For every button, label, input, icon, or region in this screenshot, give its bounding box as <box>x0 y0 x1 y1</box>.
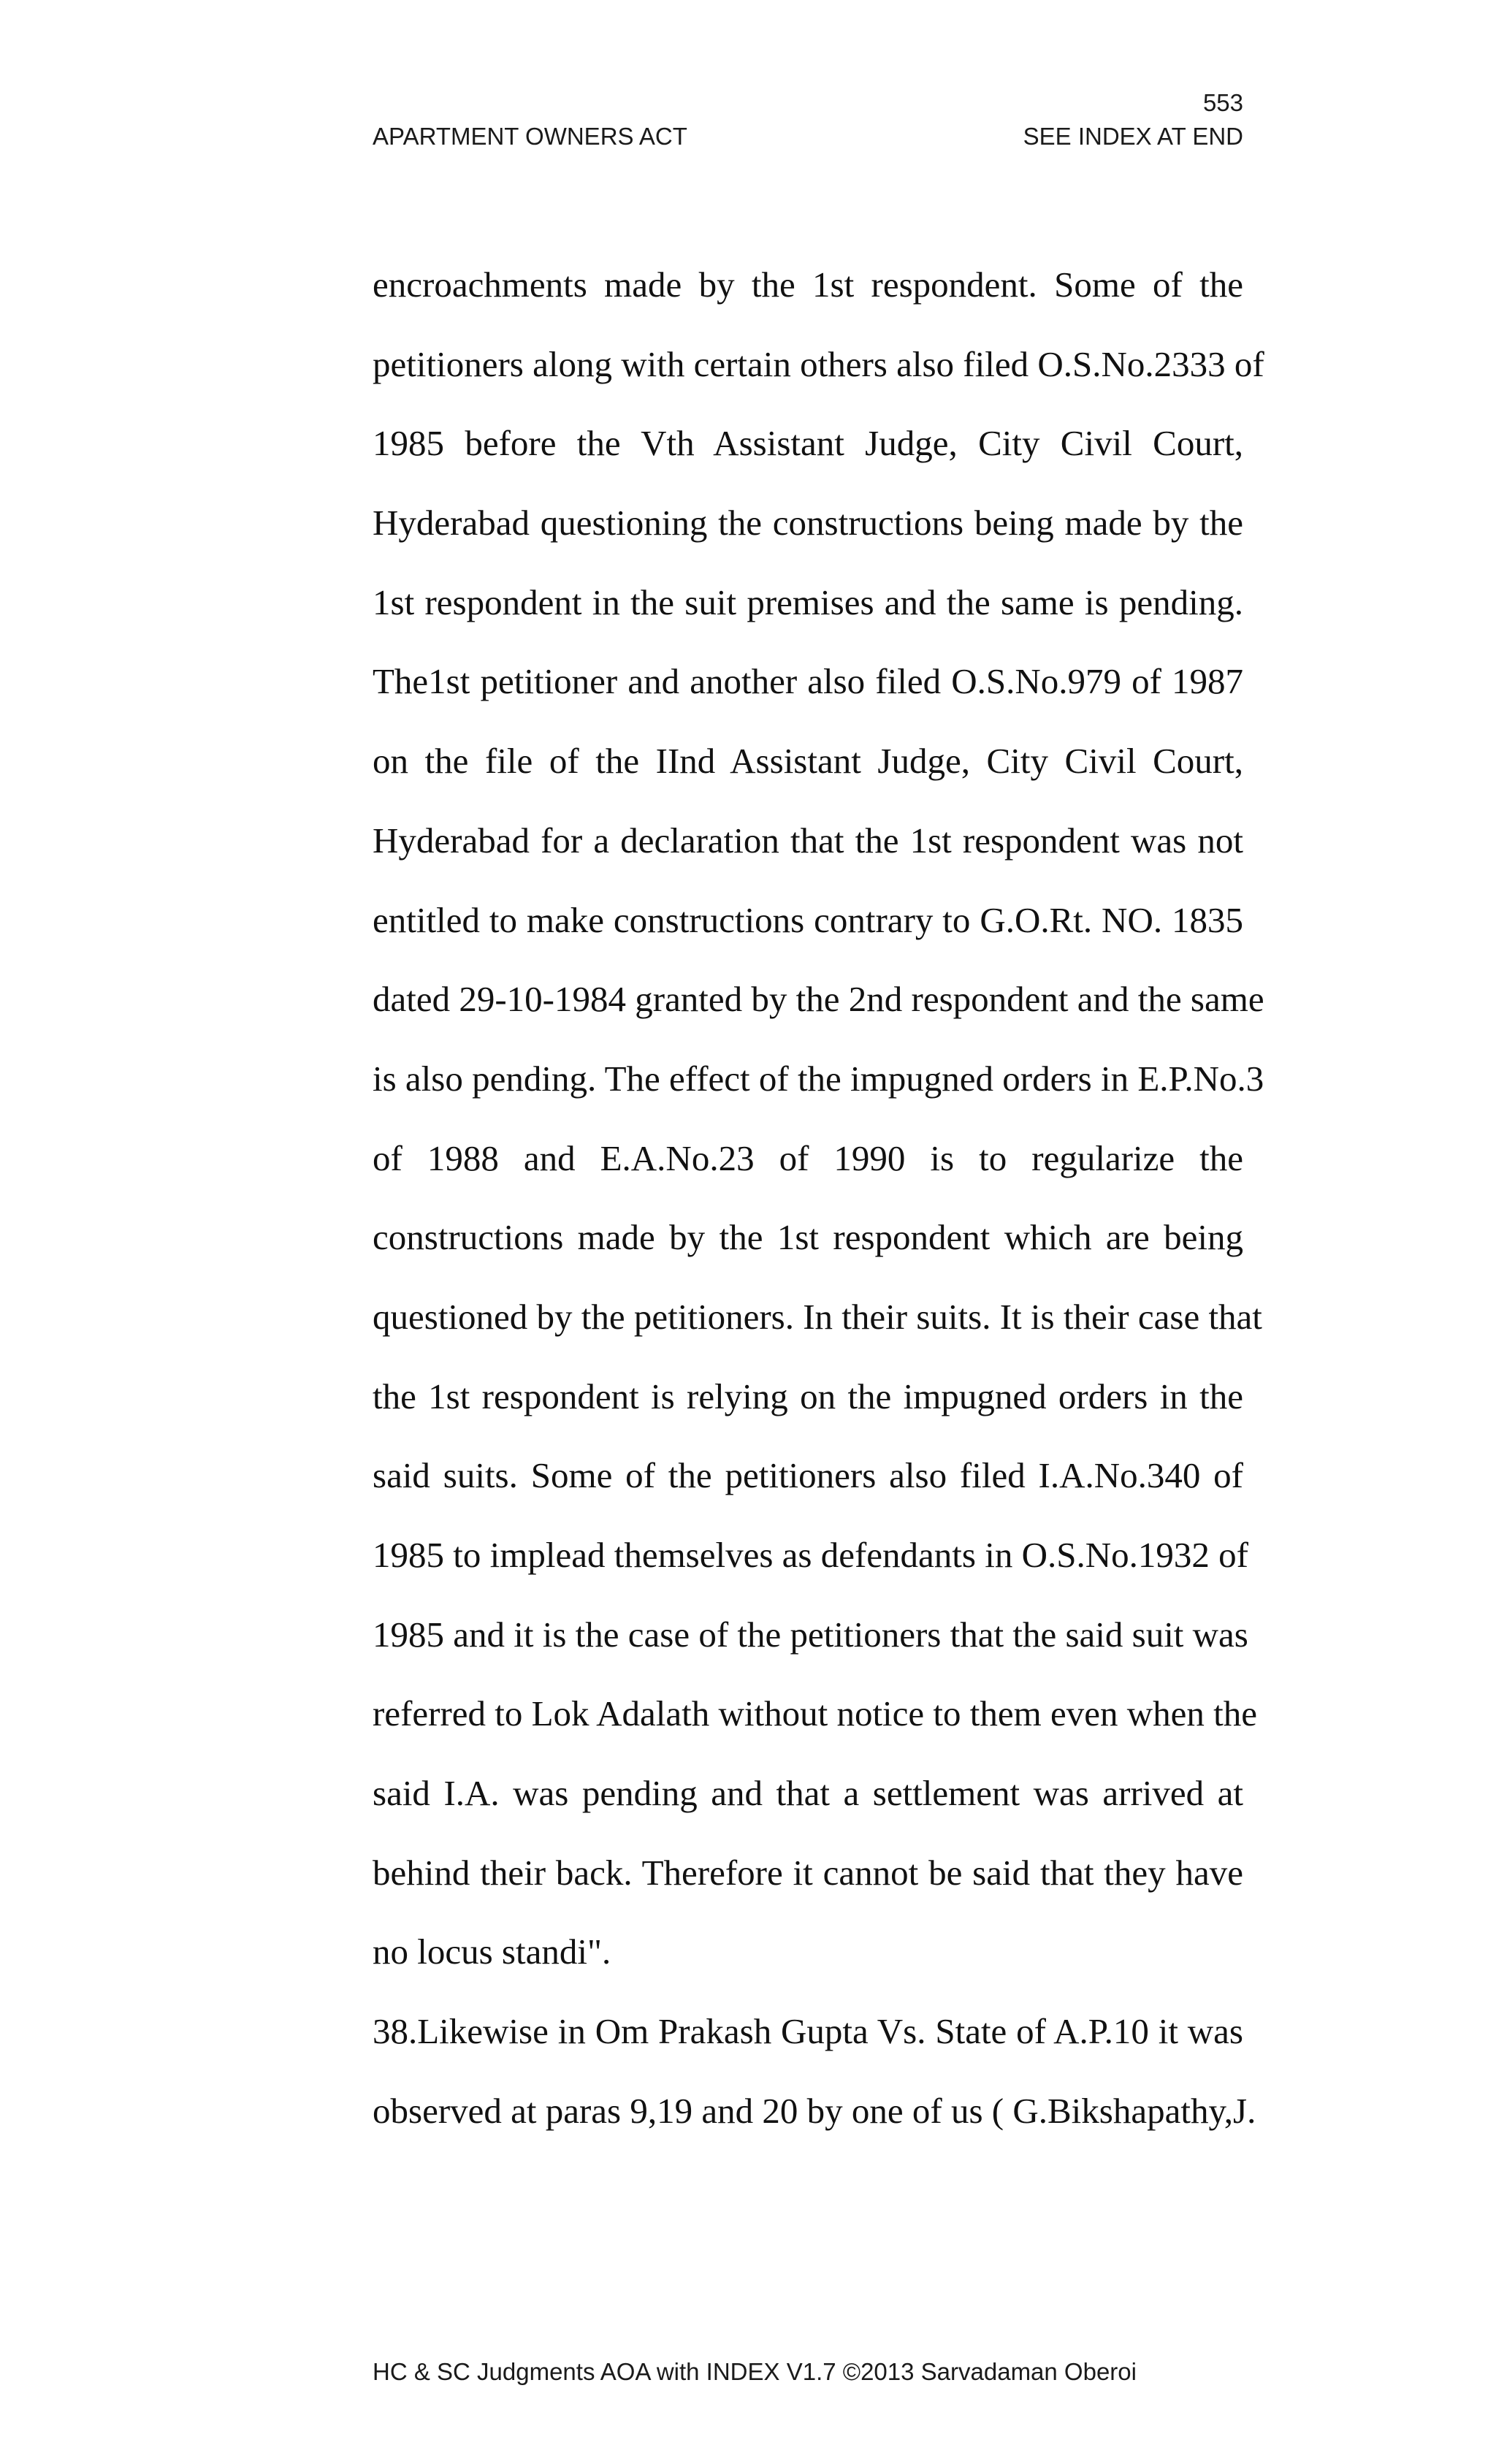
text-line: behind their back. Therefore it cannot be said that they have <box>373 1852 1243 1893</box>
text-line: 1st respondent in the suit premises and the same is pending. <box>373 581 1243 622</box>
text-line: petitioners along with certain others also filed O.S.No.2333 of <box>373 343 1264 384</box>
text-line: of 1988 and E.A.No.23 of 1990 is to regularize the <box>373 1137 1243 1178</box>
text-line: observed at paras 9,19 and 20 by one of us ( G.Bikshapathy,J. <box>373 2090 1256 2131</box>
text-line: said I.A. was pending and that a settlement was arrived at <box>373 1773 1243 1814</box>
text-line: entitled to make constructions contrary to G.O.Rt. NO. 1835 <box>373 899 1243 940</box>
text-line: on the file of the IInd Assistant Judge, City Civil Court, <box>373 741 1243 782</box>
text-line: no locus standi". <box>373 1931 611 1972</box>
text-line: is also pending. The effect of the impugned orders in E.P.No.3 <box>373 1058 1264 1099</box>
text-line: 1985 and it is the case of the petitioners that the said suit was <box>373 1614 1248 1655</box>
text-line: dated 29-10-1984 granted by the 2nd respondent and the same <box>373 979 1264 1020</box>
page-number: 553 <box>1202 89 1243 116</box>
text-line: referred to Lok Adalath without notice to them even when the <box>373 1693 1258 1734</box>
text-line: said suits. Some of the petitioners also filed I.A.No.340 of <box>373 1455 1243 1496</box>
running-header-right: SEE INDEX AT END <box>1023 123 1243 150</box>
text-line: 38.Likewise in Om Prakash Gupta Vs. State of A.P.10 it was <box>373 2011 1243 2052</box>
body-text <box>373 259 1264 2165</box>
text-line: 1985 to implead themselves as defendants in O.S.No.1932 of <box>373 1535 1248 1575</box>
text-line: constructions made by the 1st respondent which are being <box>373 1217 1243 1258</box>
text-line: The1st petitioner and another also filed O.S.No.979 of 1987 <box>373 661 1243 702</box>
text-line: Hyderabad questioning the constructions being made by the <box>373 503 1243 543</box>
text-line: Hyderabad for a declaration that the 1st respondent was not <box>373 820 1243 861</box>
page-footer: HC & SC Judgments AOA with INDEX V1.7 ©2013 Sarvadaman Oberoi <box>373 2358 1137 2385</box>
text-line: encroachments made by the 1st respondent. Some of the <box>373 264 1243 305</box>
running-header-left: APARTMENT OWNERS ACT <box>373 123 687 150</box>
text-line: questioned by the petitioners. In their suits. It is their case that <box>373 1296 1262 1337</box>
text-line: the 1st respondent is relying on the impugned orders in the <box>373 1376 1243 1416</box>
text-line: 1985 before the Vth Assistant Judge, City Civil Court, <box>373 423 1243 464</box>
